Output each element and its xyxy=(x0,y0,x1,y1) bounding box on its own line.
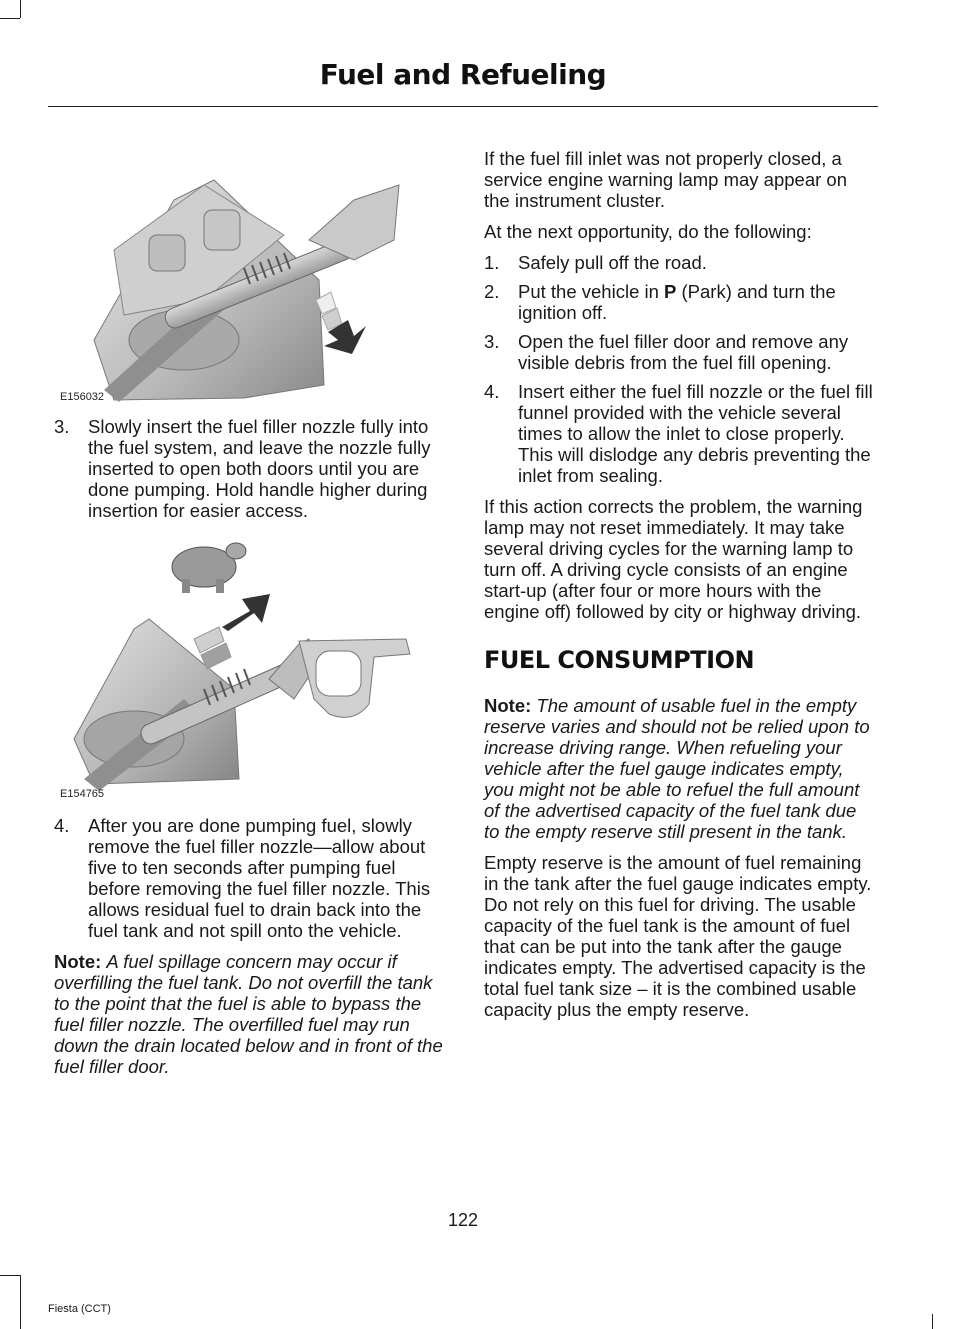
list-item-text: Safely pull off the road. xyxy=(518,252,707,273)
figure-id: E154765 xyxy=(60,788,105,800)
footer-model: Fiesta (CCT) xyxy=(48,1303,111,1315)
note-label: Note: xyxy=(484,695,532,716)
list-item-number: 4. xyxy=(54,815,70,836)
section-heading: FUEL CONSUMPTION xyxy=(484,646,755,674)
note xyxy=(54,951,446,1077)
nozzle-remove-illustration xyxy=(54,539,446,801)
paragraph: Empty reserve is the amount of fuel remaining in the tank after the fuel gauge indicates empty. Do not rely on this fuel for driving. The usable capacity of the fuel tank is the amount of fuel that can be put into the tank after the gauge indicates empty. The advertised capacity is the total fuel tank size – it is the combined usable capacity plus the empty reserve. xyxy=(484,852,872,1020)
crop-mark xyxy=(0,18,20,19)
list-item xyxy=(484,381,876,486)
list-item xyxy=(484,252,876,273)
title-divider xyxy=(48,106,878,107)
list-item xyxy=(54,416,446,521)
park-gear-label: P xyxy=(664,281,677,302)
note-label: Note: xyxy=(54,951,102,972)
crop-mark xyxy=(932,1314,933,1329)
crop-mark xyxy=(20,1275,21,1329)
page-title: Fuel and Refueling xyxy=(319,58,607,91)
list-item-number: 4. xyxy=(484,381,500,402)
list-item-text-pre: Put the vehicle in xyxy=(518,281,665,302)
paragraph: At the next opportunity, do the following: xyxy=(484,221,812,242)
figure-nozzle-insert xyxy=(54,140,446,402)
figure-nozzle-remove xyxy=(54,539,446,801)
list-item-number: 3. xyxy=(54,416,70,437)
list-item-text: Insert either the fuel fill nozzle or the fuel fill funnel provided with the vehicle several times to allow the inlet to close properly. This will dislodge any debris preventing the inlet from sealing. xyxy=(518,381,873,486)
list-item xyxy=(484,331,876,373)
list-item-number: 2. xyxy=(484,281,500,302)
figure-id: E156032 xyxy=(60,391,105,403)
list-item-text xyxy=(518,281,836,323)
note xyxy=(484,695,876,842)
note-text: The amount of usable fuel in the empty reserve varies and should not be relied upon to increase driving range. When refueling your vehicle after the fuel gauge indicates empty, you might not be able to refuel the full amount of the advertised capacity of the fuel tank due to the empty reserve still present in the tank. xyxy=(484,695,870,842)
list-item-text-post: (Park) and turn the ignition off. xyxy=(518,281,836,323)
note-text: A fuel spillage concern may occur if overfilling the fuel tank. Do not overfill the tank to the point that the fuel is able to bypass the fuel filler nozzle. The overfilled fuel may run down the drain located below and in front of the fuel filler door. xyxy=(54,951,443,1077)
right-column xyxy=(484,148,876,1030)
crop-mark xyxy=(20,0,21,18)
list-item-number: 1. xyxy=(484,252,500,273)
crop-mark xyxy=(0,1275,20,1276)
list-item-text: Open the fuel filler door and remove any visible debris from the fuel fill opening. xyxy=(518,331,849,373)
list-item-number: 3. xyxy=(484,331,500,352)
page-number: 122 xyxy=(447,1210,479,1230)
list-item-text: Slowly insert the fuel filler nozzle fully into the fuel system, and leave the nozzle fully inserted to open both doors until you are done pumping. Hold handle higher during insertion for easier access. xyxy=(88,416,431,521)
nozzle-insert-illustration xyxy=(54,140,446,402)
list-item xyxy=(484,281,876,323)
paragraph: If this action corrects the problem, the warning lamp may not reset immediately. It may take several driving cycles for the warning lamp to turn off. A driving cycle consists of an engine start-up (after four or more hours with the engine off) followed by city or highway driving. xyxy=(484,496,863,622)
paragraph: If the fuel fill inlet was not properly closed, a service engine warning lamp may appear on the instrument cluster. xyxy=(484,148,848,211)
list-item-text: After you are done pumping fuel, slowly remove the fuel filler nozzle—allow about five to ten seconds after pumping fuel before removing the fuel filler nozzle. This allows residual fuel to drain back into the fuel tank and not spill onto the vehicle. xyxy=(88,815,431,941)
list-item xyxy=(54,815,446,941)
left-column xyxy=(54,140,446,1087)
